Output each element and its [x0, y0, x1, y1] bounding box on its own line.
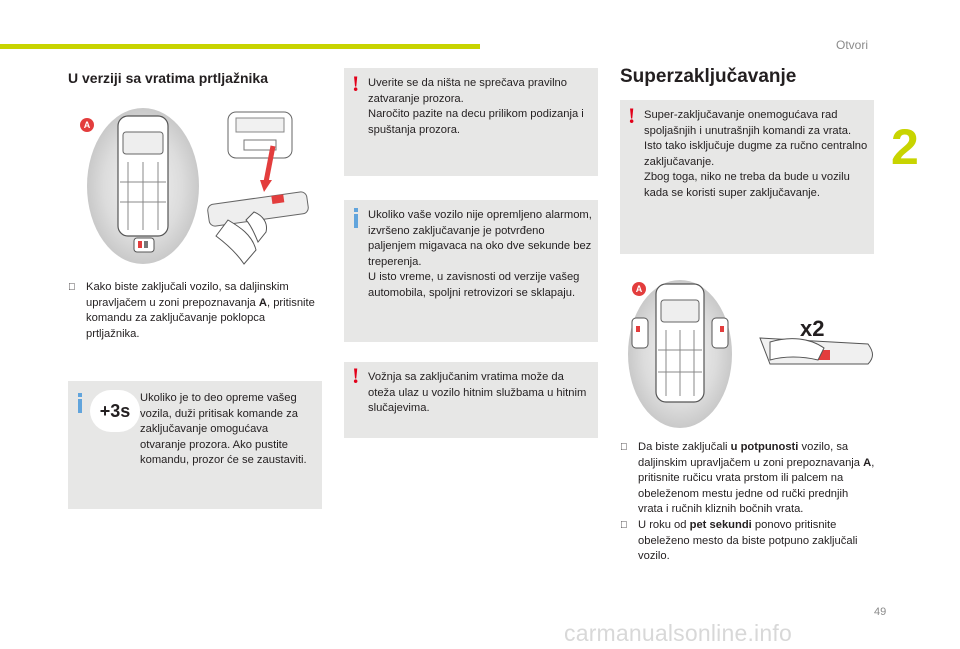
arrow-bullet-icon [620, 518, 628, 534]
info-text: U isto vreme, u zavisnosti od verzije vašeg automobila, spoljni retrovizori se sklapaju. [368, 271, 580, 299]
van-top-view-diagram [68, 102, 320, 270]
zone-label-a: A [80, 118, 94, 132]
superlock-illustration [620, 272, 876, 432]
warning-icon: ! [628, 103, 636, 128]
info-box-alarm [344, 200, 598, 342]
tailgate-lock-illustration [68, 102, 320, 270]
left-instruction [68, 280, 318, 342]
section-name: Otvori [836, 38, 869, 52]
right-instructions [620, 440, 876, 565]
list-item: U roku od pet sekundi ponovo pritisnite obeleženo mesto da biste potpuno zaključali vozilo. [620, 518, 876, 565]
info-icon [78, 399, 82, 413]
right-section-title: Superzaključavanje [620, 66, 797, 87]
arrow-bullet-icon [620, 440, 628, 456]
list-item: Da biste zaključali u potpunosti vozilo, sa daljinskim upravljačem u zoni prepoznavanja A, pritisnite ručicu vrata prstom ili palcem na obeleženom mestu jedne od ručki prednjih vrata i ručnih kliznih bočnih vrata. [620, 440, 876, 518]
info-icon [354, 214, 358, 228]
warning-text: Vožnja sa zaključanim vratima može da oteža ulaz u vozilo hitnim službama u hitnim slučajevima. [368, 371, 587, 415]
warning-box-driving-locked [344, 362, 598, 438]
van-top-view-handles-diagram [620, 272, 876, 432]
warning-text: Naročito pazite na decu prilikom podizanja i spuštanja prozora. [368, 108, 584, 136]
list-item: Kako biste zaključali vozilo, sa daljinskim upravljačem u zoni prepoznavanja A, pritisnite komandu za zaključavanje poklopca prtljažnika. [68, 280, 318, 342]
info-text: Ukoliko je to deo opreme vašeg vozila, duži pritisak komande za zaključavanje omogućava otvaranje prozora. Ako pustite komandu, prozor će se zaustaviti. [140, 392, 307, 467]
warning-icon: ! [352, 363, 360, 388]
double-press-x2-label: x2 [800, 316, 825, 341]
warning-text: Uverite se da ništa ne sprečava pravilno zatvaranje prozora. [368, 77, 567, 105]
page-number: 49 [874, 606, 887, 618]
left-info-box [68, 381, 322, 509]
warning-box-superlock [620, 100, 874, 254]
long-press-3s-badge: +3s [90, 390, 140, 432]
header-accent-bar [0, 44, 480, 49]
warning-text: Super-zaključavanje onemogućava rad spoljašnjih i unutrašnjih komandi za vrata. Isto tako isključuje dugme za ručno centralno zaključavanje. [644, 109, 868, 168]
arrow-bullet-icon [68, 280, 76, 296]
watermark: carmanualsonline.info [564, 620, 792, 646]
warning-text: Zbog toga, niko ne treba da bude u vozilu kada se koristi super zaključavanje. [644, 171, 850, 199]
warning-box-window [344, 68, 598, 176]
chapter-number: 2 [891, 119, 919, 175]
info-text: Ukoliko vaše vozilo nije opremljeno alarmom, izvršeno zaključavanje je potvrđeno paljenjem migavaca na oko dve sekunde bez treperenja. [368, 209, 592, 268]
left-section-title: U verziji sa vratima prtljažnika [68, 70, 268, 86]
warning-icon: ! [352, 71, 360, 96]
zone-label-a: A [632, 282, 646, 296]
